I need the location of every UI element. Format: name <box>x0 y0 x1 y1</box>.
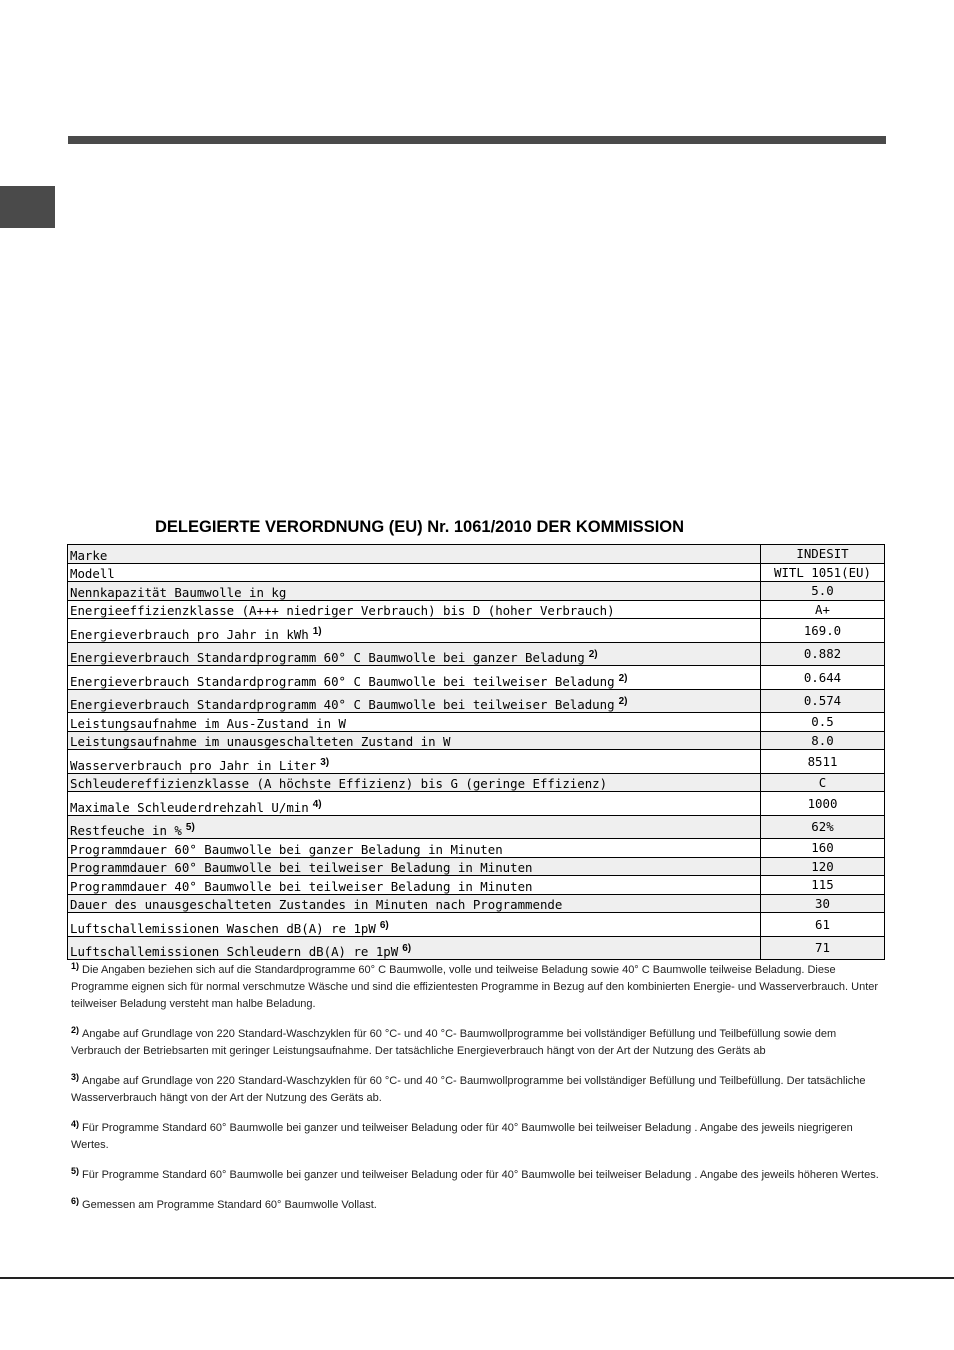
row-label: Nennkapazität Baumwolle in kg <box>68 582 761 601</box>
footnote-number: 5) <box>71 1166 80 1176</box>
table-row <box>68 815 885 839</box>
row-label: Wasserverbrauch pro Jahr in Liter $^{3)}$ <box>68 750 761 774</box>
footnote-text: Für Programme Standard 60° Baumwolle bei ganzer und teilweiser Beladung oder für 40° Baumwolle bei teilweiser Beladung . Angabe des jeweils höheren Wertes. <box>82 1169 879 1181</box>
row-value: A+ <box>761 600 885 619</box>
footnote-ref: 2) <box>618 672 628 684</box>
table-row <box>68 731 885 750</box>
footnote <box>71 1026 886 1060</box>
footnote-ref: 2) <box>588 649 598 660</box>
table-row <box>68 713 885 732</box>
table-row <box>68 563 885 582</box>
footnote-text: Angabe auf Grundlage von 220 Standard-Waschzyklen für 60 °C- und 40 °C- Baumwollprogramme bei vollständiger Befüllung und Teilbefüllung. Der tatsächliche Wasserverbrauch hängt von der Art der Nutzung des Geräts ab. <box>71 1075 866 1104</box>
row-value: 169.0 <box>761 619 885 643</box>
row-label: Leistungsaufnahme im unausgeschalteten Zustand in W <box>68 731 761 750</box>
row-value: 0.5 <box>761 713 885 732</box>
row-label: Energieverbrauch Standardprogramm 40° C Baumwolle bei teilweiser Beladung $^{2)}$ <box>68 689 761 713</box>
row-label: Programmdauer 60° Baumwolle bei ganzer Beladung in Minuten <box>68 839 761 858</box>
row-value: 62% <box>761 815 885 839</box>
row-value: INDESIT <box>761 545 885 564</box>
row-value: 0.882 <box>761 642 885 666</box>
row-value: 1000 <box>761 792 885 816</box>
row-label: Luftschallemissionen Schleudern dB(A) re 1pW $^{6)}$ <box>68 936 761 960</box>
row-label: Programmdauer 40° Baumwolle bei teilweiser Beladung in Minuten <box>68 876 761 895</box>
table-row <box>68 792 885 816</box>
table-row <box>68 857 885 876</box>
footnote <box>71 1073 886 1107</box>
footnotes <box>71 962 886 1227</box>
row-label: Schleudereffizienzklasse (A höchste Effizienz) bis G (geringe Effizienz) <box>68 773 761 792</box>
row-value: 120 <box>761 857 885 876</box>
row-value: 0.644 <box>761 666 885 690</box>
row-label: Modell <box>68 563 761 582</box>
row-value: 160 <box>761 839 885 858</box>
row-label: Energieeffizienzklasse (A+++ niedriger Verbrauch) bis D (hoher Verbrauch) <box>68 600 761 619</box>
footnote-text: Die Angaben beziehen sich auf die Standardprogramme 60° C Baumwolle, volle und teilweise Beladung sowie 40° C Baumwolle teilweise Beladung. Diese Programme eignen sich für normal verschmutze Wäsche und sind die effizientesten Programme in Bezug auf den kombinierten Energie- und Wasserverbrauch. Unter teilweiser Beladung versteht man halbe Beladung. <box>71 964 879 1010</box>
footnote-number: 1) <box>71 961 80 971</box>
row-label: Marke <box>68 545 761 564</box>
table-row <box>68 876 885 895</box>
row-value: WITL 1051(EU) <box>761 563 885 582</box>
footnote <box>71 1197 886 1214</box>
footnote <box>71 1120 886 1154</box>
table-row <box>68 582 885 601</box>
footnote-number: 6) <box>71 1196 80 1206</box>
row-value: 8.0 <box>761 731 885 750</box>
footnote-number: 2) <box>71 1025 80 1035</box>
row-label: Energieverbrauch Standardprogramm 60° C Baumwolle bei teilweiser Beladung $^{2)}$ <box>68 666 761 690</box>
table-row <box>68 619 885 643</box>
document-title: DELEGIERTE VERORDNUNG (EU) Nr. 1061/2010 DER KOMMISSION <box>155 518 685 536</box>
row-value: 61 <box>761 913 885 937</box>
footnote <box>71 962 886 1013</box>
row-value: 8511 <box>761 750 885 774</box>
footnote-text: Gemessen am Programme Standard 60° Baumwolle Vollast. <box>82 1199 377 1211</box>
row-value: C <box>761 773 885 792</box>
footnote-text: Für Programme Standard 60° Baumwolle bei ganzer und teilweiser Beladung oder für 40° Baumwolle bei teilweiser Beladung . Angabe des jeweils niegrigeren Wertes. <box>71 1122 853 1151</box>
table-row <box>68 545 885 564</box>
table-row <box>68 894 885 913</box>
footnote <box>71 1167 886 1184</box>
row-value: 5.0 <box>761 582 885 601</box>
table-row <box>68 839 885 858</box>
spec-table <box>67 544 885 960</box>
footnote-ref: 4) <box>312 798 322 810</box>
footnote-ref: 6) <box>402 943 412 954</box>
footnote-ref: 6) <box>379 919 389 931</box>
footnote-text: Angabe auf Grundlage von 220 Standard-Waschzyklen für 60 °C- und 40 °C- Baumwollprogramme bei vollständiger Befüllung und Teilbefüllung sowie dem Verbrauch der Betriebsarten mit geringer Leistungsaufnahme. Der tatsächliche Energieverbrauch hängt von der Art der Nutzung des Geräts ab <box>71 1028 837 1057</box>
table-row <box>68 600 885 619</box>
row-label: Energieverbrauch Standardprogramm 60° C Baumwolle bei ganzer Beladung $^{2)}$ <box>68 642 761 666</box>
footnote-ref: 5) <box>185 822 195 833</box>
header-rule <box>68 136 886 144</box>
table-row <box>68 936 885 960</box>
table-row <box>68 666 885 690</box>
row-label: Energieverbrauch pro Jahr in kWh $^{1)}$ <box>68 619 761 643</box>
row-value: 115 <box>761 876 885 895</box>
footnote-number: 4) <box>71 1119 80 1129</box>
table-row <box>68 750 885 774</box>
footnote-number: 3) <box>71 1072 80 1082</box>
row-label: Dauer des unausgeschalteten Zustandes in Minuten nach Programmende <box>68 894 761 913</box>
table-row <box>68 642 885 666</box>
row-label: Luftschallemissionen Waschen dB(A) re 1pW $^{6)}$ <box>68 913 761 937</box>
row-label: Maximale Schleuderdrehzahl U/min $^{4)}$ <box>68 792 761 816</box>
footnote-ref: 3) <box>320 756 330 768</box>
row-value: 30 <box>761 894 885 913</box>
row-label: Restfeuche in % $^{5)}$ <box>68 815 761 839</box>
row-label: Leistungsaufnahme im Aus-Zustand in W <box>68 713 761 732</box>
footer-rule <box>0 1277 954 1279</box>
footnote-ref: 2) <box>618 696 628 707</box>
table-row <box>68 689 885 713</box>
table-row <box>68 773 885 792</box>
footnote-ref: 1) <box>312 625 322 637</box>
row-value: 0.574 <box>761 689 885 713</box>
row-label: Programmdauer 60° Baumwolle bei teilweiser Beladung in Minuten <box>68 857 761 876</box>
table-row <box>68 913 885 937</box>
row-value: 71 <box>761 936 885 960</box>
section-tab-marker <box>0 186 55 228</box>
